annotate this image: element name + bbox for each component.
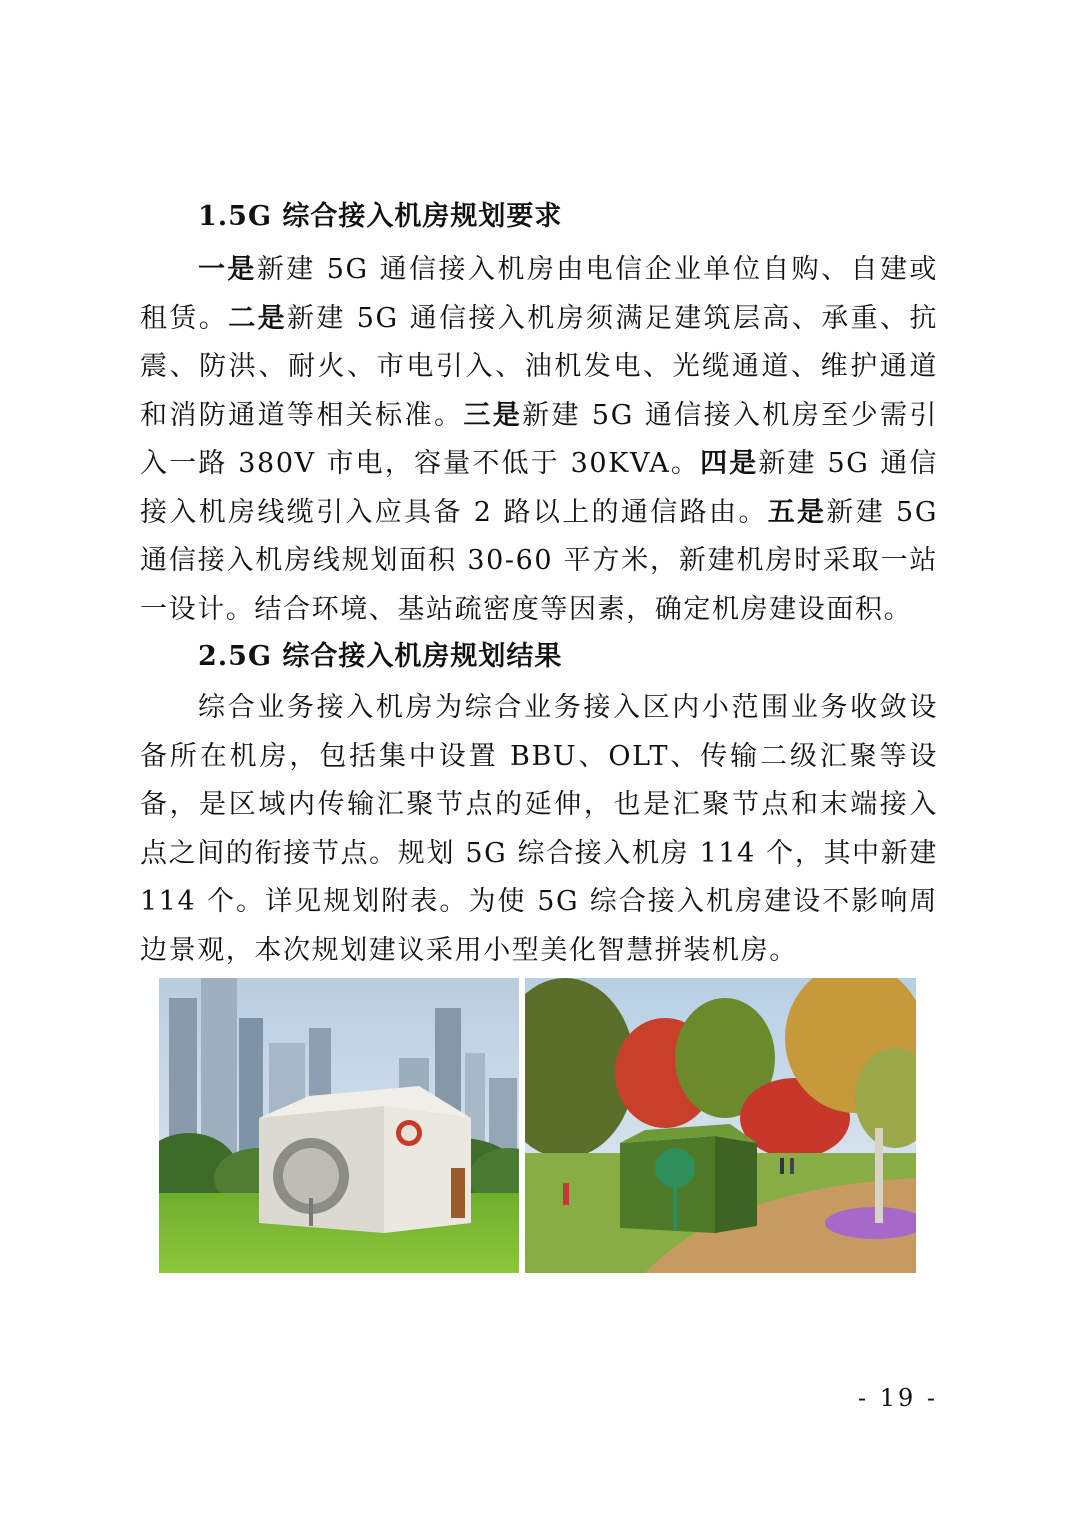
section1-heading: 1.5G 综合接入机房规划要求: [198, 201, 563, 232]
item1-text: 新建 5G 通信接入机房由电信企业单位自购、自建或租赁。: [140, 254, 938, 334]
item1-marker: 一是: [198, 254, 257, 285]
city-machine-room-photo: [159, 978, 519, 1273]
item2-text: 新建 5G 通信接入机房须满足建筑层高、承重、抗震、防洪、耐火、市电引入、油机发电、光缆通道、维护通道和消防通道等相关标准。: [140, 302, 938, 431]
item5-text: 新建 5G 通信接入机房线规划面积 30-60 平方米，新建机房时采取一站一设计。结合环境、基站疏密度等因素，确定机房建设面积。: [140, 496, 938, 625]
section1-paragraph: [140, 246, 938, 634]
item4-text: 新建 5G 通信接入机房线缆引入应具备 2 路以上的通信路由。: [140, 448, 939, 528]
item4-marker: 四是: [700, 448, 759, 479]
item3-text: 新建 5G 通信接入机房至少需引入一路 380V 市电，容量不低于 30KVA。: [140, 399, 939, 479]
item2-marker: 二是: [228, 302, 287, 334]
park-machine-room-photo: [525, 978, 916, 1273]
section2-heading: 2.5G 综合接入机房规划结果: [198, 641, 563, 672]
item5-marker: 五是: [767, 496, 827, 528]
item3-marker: 三是: [463, 399, 523, 431]
section2-paragraph: 综合业务接入机房为综合业务接入区内小范围业务收敛设备所在机房，包括集中设置 BBU、OLT、传输二级汇聚等设备，是区域内传输汇聚节点的延伸，也是汇聚节点和末端接入点之间的衔接节点。规划 5G 综合接入机房 114 个，其中新建 114 个。详见规划附表。为使 5G 综合接入机房建设不影响周边景观，本次规划建议采用小型美化智慧拼装机房。: [140, 692, 938, 966]
page-number: - 19 -: [858, 1384, 939, 1412]
